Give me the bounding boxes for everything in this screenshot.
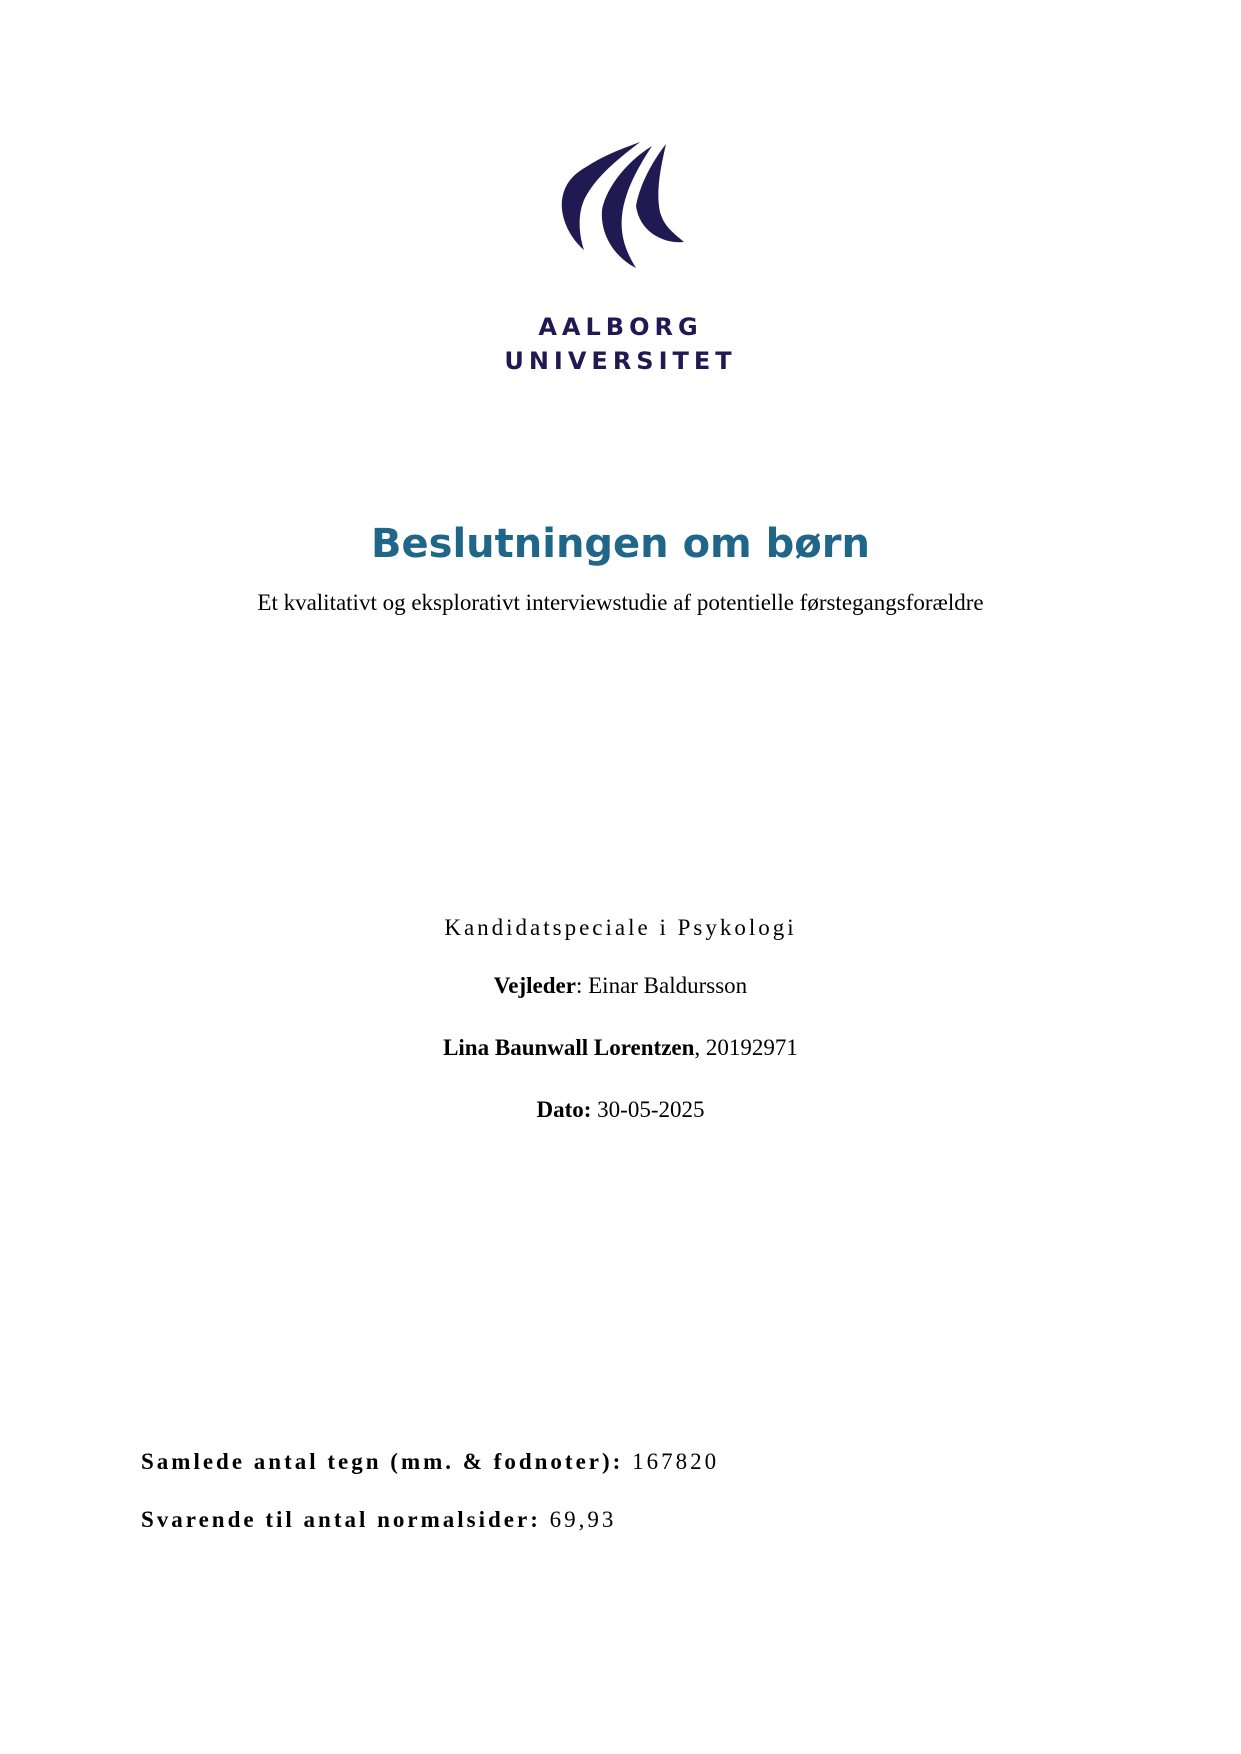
date-value: 30-05-2025 (591, 1097, 705, 1122)
date-label: Dato: (536, 1097, 592, 1122)
author-name: Lina Baunwall Lorentzen (443, 1035, 695, 1060)
aau-wave-logo-icon (556, 140, 686, 275)
supervisor-line (0, 972, 1241, 1000)
normal-pages-label: Svarende til antal normalsider: (141, 1507, 541, 1532)
university-logo (0, 140, 1241, 275)
normal-pages-line (141, 1506, 616, 1534)
document-subtitle: Et kvalitativt og eksplorativt interviewstudie af potentielle førstegangsforældre (257, 590, 984, 615)
normal-pages-value: 69,93 (540, 1507, 617, 1532)
document-title: Beslutningen om børn (371, 521, 870, 567)
degree-line: Kandidatspeciale i Psykologi (444, 915, 797, 940)
date-line (0, 1096, 1241, 1124)
author-line (0, 1034, 1241, 1062)
author-student-id: , 20192971 (694, 1035, 798, 1060)
character-count-line (141, 1448, 719, 1476)
character-count-label: Samlede antal tegn (mm. & fodnoter): (141, 1449, 624, 1474)
supervisor-label: Vejleder (493, 973, 576, 998)
logo-wordmark-line2: UNIVERSITET (504, 347, 737, 375)
supervisor-name: : Einar Baldursson (575, 973, 748, 998)
logo-wordmark-line1: AALBORG (538, 313, 703, 341)
character-count-value: 167820 (623, 1449, 720, 1474)
